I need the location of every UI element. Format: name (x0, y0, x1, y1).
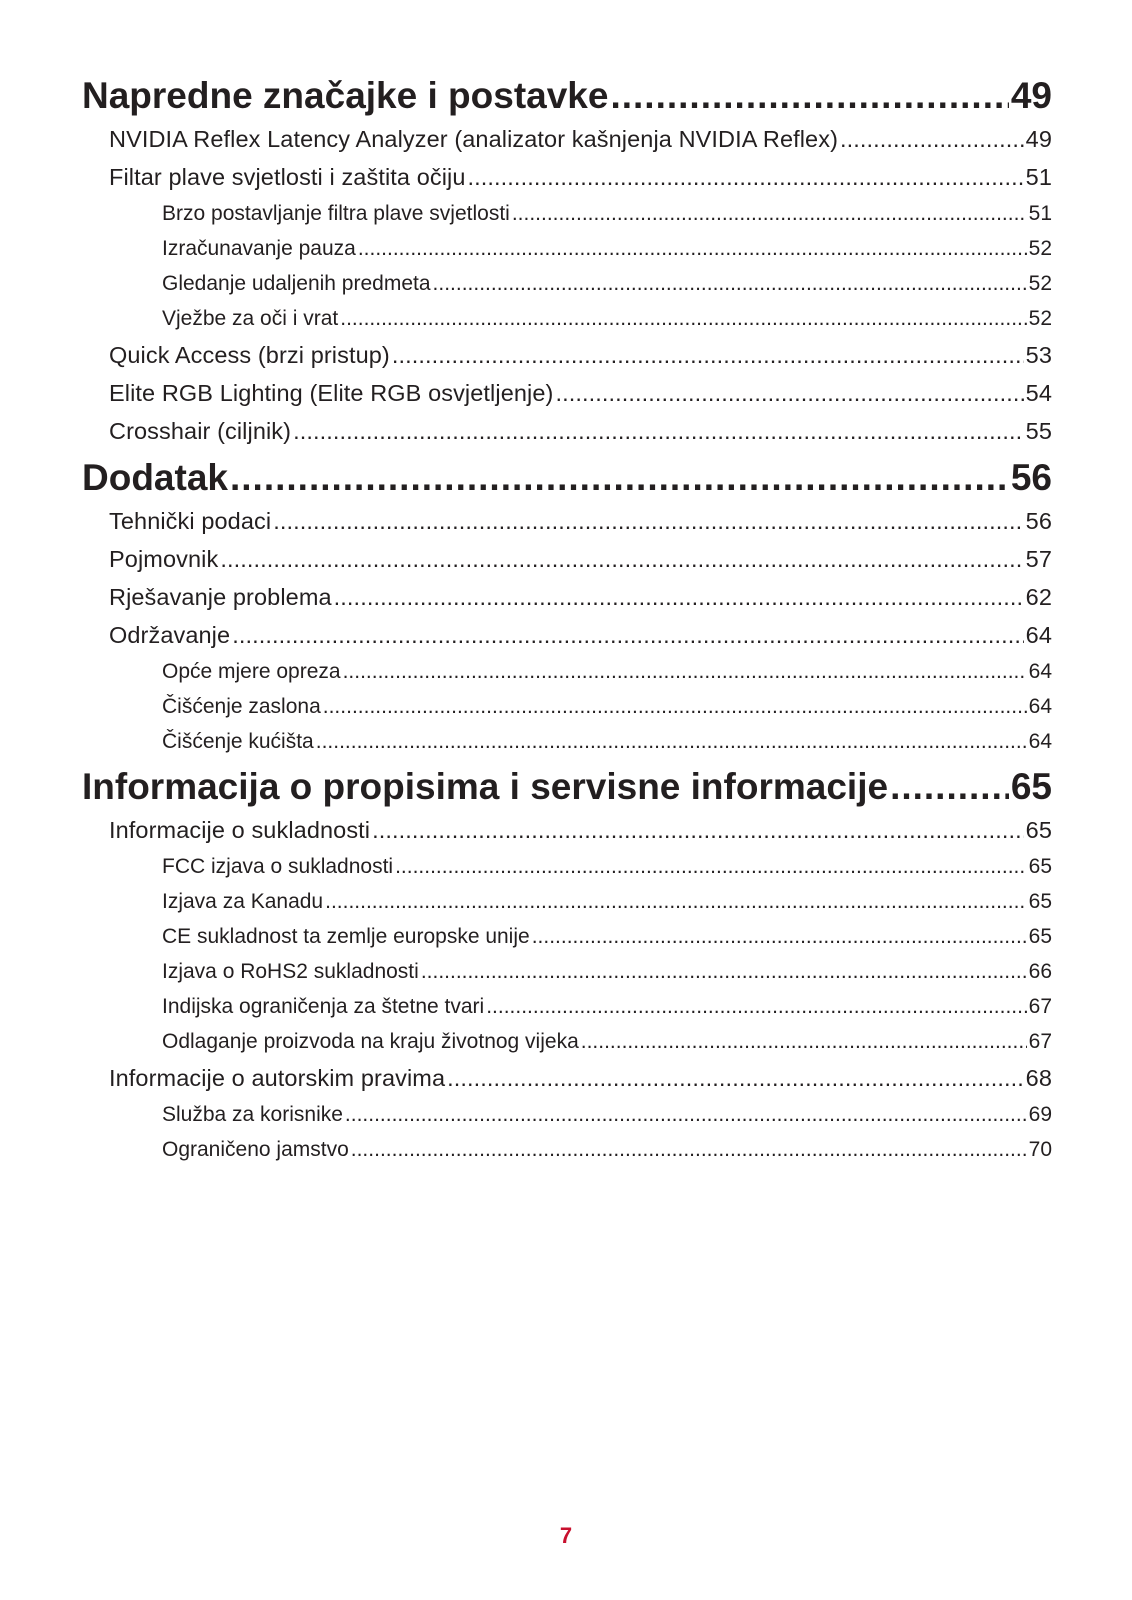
toc-entry-page-number: 49 (1025, 126, 1052, 152)
dot-leader (512, 196, 1027, 231)
toc-subsection-entry[interactable] (82, 724, 1052, 759)
dot-leader (468, 158, 1024, 196)
toc-entry-label: Napredne značajke i postavke (82, 75, 609, 116)
toc-section-entry[interactable] (82, 540, 1052, 578)
toc-section-entry[interactable] (82, 120, 1052, 158)
toc-entry-label: Informacije o autorskim pravima (109, 1065, 446, 1091)
toc-entry-label: Brzo postavljanje filtra plave svjetlosti (162, 202, 510, 225)
toc-subsection-entry[interactable] (82, 919, 1052, 954)
toc-subsection-entry[interactable] (82, 689, 1052, 724)
toc-entry-label: Rješavanje problema (109, 584, 332, 610)
toc-entry-page-number: 52 (1028, 307, 1052, 330)
toc-subsection-entry[interactable] (82, 849, 1052, 884)
toc-entry-label: FCC izjava o sukladnosti (162, 855, 394, 878)
dot-leader (395, 849, 1027, 884)
toc-entry-page-number: 70 (1028, 1138, 1052, 1161)
dot-leader (343, 654, 1027, 689)
toc-entry-page-number: 53 (1025, 342, 1052, 368)
dot-leader (532, 919, 1027, 954)
toc-subsection-entry[interactable] (82, 884, 1052, 919)
toc-entry-label: Ograničeno jamstvo (162, 1138, 349, 1161)
toc-entry-label: Informacije o sukladnosti (109, 817, 371, 843)
toc-chapter-entry[interactable] (82, 763, 1052, 811)
dot-leader (421, 954, 1027, 989)
toc-entry-page-number: 64 (1028, 660, 1052, 683)
toc-subsection-entry[interactable] (82, 266, 1052, 301)
dot-leader (372, 811, 1024, 849)
toc-entry-label: CE sukladnost ta zemlje europske unije (162, 925, 530, 948)
toc-chapter-entry[interactable] (82, 72, 1052, 120)
dot-leader (340, 301, 1026, 336)
toc-entry-label: Čišćenje zaslona (162, 695, 321, 718)
toc-entry-label: Informacija o propisima i servisne informacije (82, 766, 889, 807)
dot-leader (323, 689, 1027, 724)
toc-entry-label: Čišćenje kućišta (162, 730, 314, 753)
dot-leader (334, 578, 1024, 616)
page-number: 7 (559, 1523, 573, 1548)
dot-leader (220, 540, 1023, 578)
toc-subsection-entry[interactable] (82, 989, 1052, 1024)
toc-entry-page-number: 68 (1025, 1065, 1052, 1091)
toc-entry-label: Filtar plave svjetlosti i zaštita očiju (109, 164, 466, 190)
table-of-contents (82, 72, 1052, 1167)
toc-subsection-entry[interactable] (82, 231, 1052, 266)
toc-entry-label: Izjava za Kanadu (162, 890, 324, 913)
toc-section-entry[interactable] (82, 1059, 1052, 1097)
toc-entry-label: Služba za korisnike (162, 1103, 343, 1126)
toc-entry-page-number: 56 (1010, 457, 1052, 498)
toc-subsection-entry[interactable] (82, 1097, 1052, 1132)
dot-leader (840, 120, 1024, 158)
dot-leader (345, 1097, 1027, 1132)
toc-subsection-entry[interactable] (82, 1132, 1052, 1167)
toc-entry-label: Crosshair (ciljnik) (109, 418, 292, 444)
dot-leader (890, 763, 1009, 811)
toc-entry-page-number: 65 (1028, 890, 1052, 913)
toc-entry-page-number: 64 (1025, 622, 1052, 648)
toc-entry-label: NVIDIA Reflex Latency Analyzer (analizator kašnjenja NVIDIA Reflex) (109, 126, 839, 152)
dot-leader (486, 989, 1026, 1024)
toc-subsection-entry[interactable] (82, 654, 1052, 689)
dot-leader (392, 336, 1024, 374)
toc-entry-label: Tehnički podaci (109, 508, 272, 534)
toc-entry-page-number: 51 (1025, 164, 1052, 190)
dot-leader (555, 374, 1023, 412)
dot-leader (358, 231, 1027, 266)
toc-section-entry[interactable] (82, 811, 1052, 849)
dot-leader (351, 1132, 1027, 1167)
toc-entry-page-number: 52 (1028, 237, 1052, 260)
toc-chapter-entry[interactable] (82, 454, 1052, 502)
toc-entry-page-number: 67 (1028, 1030, 1052, 1053)
toc-section-entry[interactable] (82, 374, 1052, 412)
dot-leader (447, 1059, 1024, 1097)
toc-entry-page-number: 49 (1010, 75, 1052, 116)
toc-entry-page-number: 52 (1028, 272, 1052, 295)
toc-entry-label: Vježbe za oči i vrat (162, 307, 339, 330)
dot-leader (230, 454, 1009, 502)
toc-subsection-entry[interactable] (82, 954, 1052, 989)
toc-entry-page-number: 69 (1028, 1103, 1052, 1126)
dot-leader (610, 72, 1008, 120)
dot-leader (232, 616, 1023, 654)
toc-entry-page-number: 57 (1025, 546, 1052, 572)
toc-section-entry[interactable] (82, 158, 1052, 196)
toc-entry-label: Dodatak (82, 457, 228, 498)
toc-subsection-entry[interactable] (82, 301, 1052, 336)
toc-entry-page-number: 56 (1025, 508, 1052, 534)
dot-leader (433, 266, 1027, 301)
toc-section-entry[interactable] (82, 412, 1052, 450)
toc-entry-page-number: 65 (1010, 766, 1052, 807)
toc-entry-label: Izračunavanje pauza (162, 237, 356, 260)
toc-entry-page-number: 54 (1025, 380, 1052, 406)
dot-leader (316, 724, 1027, 759)
toc-entry-page-number: 66 (1028, 960, 1052, 983)
toc-entry-page-number: 65 (1028, 925, 1052, 948)
toc-entry-label: Gledanje udaljenih predmeta (162, 272, 431, 295)
toc-section-entry[interactable] (82, 578, 1052, 616)
dot-leader (325, 884, 1027, 919)
toc-entry-page-number: 64 (1028, 695, 1052, 718)
toc-entry-page-number: 65 (1025, 817, 1052, 843)
dot-leader (273, 502, 1023, 540)
toc-entry-page-number: 64 (1028, 730, 1052, 753)
toc-entry-label: Opće mjere opreza (162, 660, 341, 683)
toc-subsection-entry[interactable] (82, 196, 1052, 231)
toc-entry-page-number: 65 (1028, 855, 1052, 878)
toc-entry-page-number: 55 (1025, 418, 1052, 444)
toc-section-entry[interactable] (82, 336, 1052, 374)
toc-entry-page-number: 62 (1025, 584, 1052, 610)
toc-subsection-entry[interactable] (82, 1024, 1052, 1059)
toc-section-entry[interactable] (82, 502, 1052, 540)
toc-section-entry[interactable] (82, 616, 1052, 654)
toc-entry-label: Održavanje (109, 622, 231, 648)
dot-leader (293, 412, 1024, 450)
dot-leader (581, 1024, 1027, 1059)
toc-entry-label: Quick Access (brzi pristup) (109, 342, 390, 368)
toc-entry-page-number: 51 (1028, 202, 1052, 225)
toc-entry-label: Pojmovnik (109, 546, 219, 572)
toc-entry-page-number: 67 (1028, 995, 1052, 1018)
toc-entry-label: Indijska ograničenja za štetne tvari (162, 995, 485, 1018)
toc-entry-label: Odlaganje proizvoda na kraju životnog vijeka (162, 1030, 579, 1053)
toc-entry-label: Izjava o RoHS2 sukladnosti (162, 960, 419, 983)
toc-entry-label: Elite RGB Lighting (Elite RGB osvjetljenje) (109, 380, 554, 406)
